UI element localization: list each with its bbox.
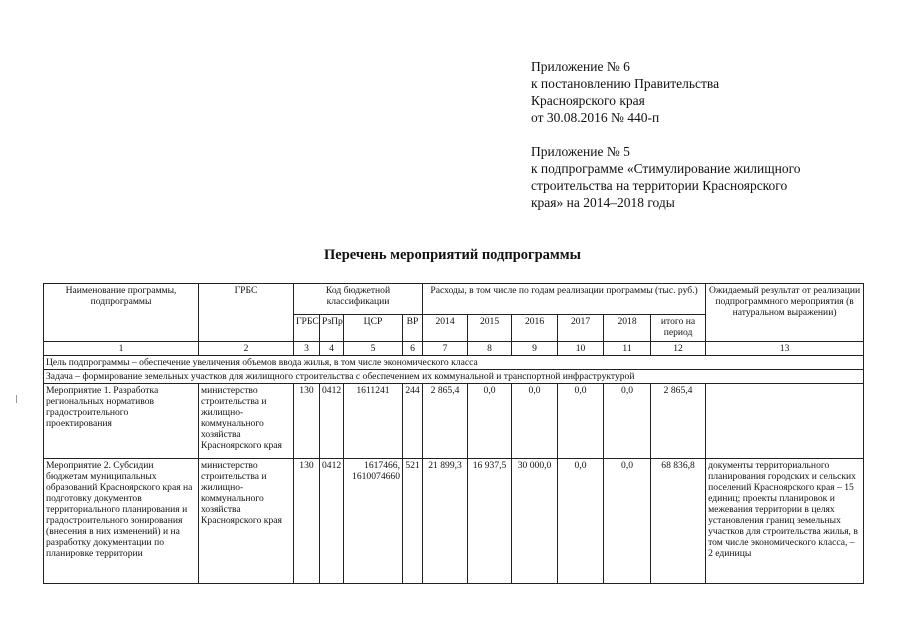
col-num-11: 11 [604, 342, 651, 356]
col-num-7: 7 [423, 342, 468, 356]
appendix-5-line-2: к подпрограмме «Стимулирование жилищного [531, 161, 801, 176]
row-2-grbs-code: 130 [294, 459, 320, 584]
header-vr: ВР [403, 315, 423, 342]
header-total: итого на период [651, 315, 706, 342]
row-2-2014: 21 899,3 [423, 459, 468, 584]
col-num-9: 9 [512, 342, 558, 356]
col-num-1: 1 [44, 342, 199, 356]
goal-row [44, 356, 864, 370]
appendix-6-line-3: Красноярского края [531, 93, 645, 108]
header-result: Ожидаемый результат от реализации подпрограммного мероприятия (в натуральном выражении) [706, 284, 864, 342]
table-row [44, 459, 864, 584]
header-rzpr: РзПр [320, 315, 344, 342]
col-num-8: 8 [468, 342, 512, 356]
column-number-row [44, 342, 864, 356]
col-num-6: 6 [403, 342, 423, 356]
col-num-4: 4 [320, 342, 344, 356]
row-2-csr: 1617466, 1610074660 [344, 459, 403, 584]
row-1-result [706, 384, 864, 459]
header-csr: ЦСР [344, 315, 403, 342]
row-1-vr: 244 [403, 384, 423, 459]
row-1-2014: 2 865,4 [423, 384, 468, 459]
row-1-total: 2 865,4 [651, 384, 706, 459]
appendix-5-line-3: строительства на территории Красноярского [531, 178, 788, 193]
col-num-3: 3 [294, 342, 320, 356]
table-row [44, 384, 864, 459]
appendix-5-block [531, 143, 801, 211]
appendix-5-line-4: края» на 2014–2018 годы [531, 195, 675, 210]
appendix-6-line-1: Приложение № 6 [531, 59, 630, 74]
row-2-2016: 30 000,0 [512, 459, 558, 584]
row-1-rzpr: 0412 [320, 384, 344, 459]
col-num-10: 10 [558, 342, 604, 356]
header-name: Наименование программы, подпрограммы [44, 284, 199, 342]
row-2-result: документы территориального планирования городских и сельских поселений Красноярского края – 15 единиц; проекты планировок и межевания территории в целях установления границ земельных участков для строительства жилья, в том числе экономического класса, – 2 единицы [706, 459, 864, 584]
row-2-2018: 0,0 [604, 459, 651, 584]
margin-mark [16, 395, 17, 403]
appendix-5-line-1: Приложение № 5 [531, 144, 630, 159]
row-2-2017: 0,0 [558, 459, 604, 584]
header-expenses: Расходы, в том числе по годам реализации программы (тыс. руб.) [423, 284, 706, 315]
row-2-name: Мероприятие 2. Субсидии бюджетам муниципальных образований Красноярского края на подготовку документов территориального планирования и градостроительного зонирования (внесения в них изменений) и на разработку документации по планировке территории [44, 459, 199, 584]
goal-text: Цель подпрограммы – обеспечение увеличения объемов ввода жилья, в том числе экономического класса [44, 356, 864, 370]
header-2018: 2018 [604, 315, 651, 342]
row-2-grbs: министерство строительства и жилищно-коммунального хозяйства Красноярского края [199, 459, 294, 584]
row-2-rzpr: 0412 [320, 459, 344, 584]
header-2017: 2017 [558, 315, 604, 342]
header-2016: 2016 [512, 315, 558, 342]
appendix-6-block [531, 58, 719, 126]
row-2-total: 68 836,8 [651, 459, 706, 584]
row-1-grbs: министерство строительства и жилищно-коммунального хозяйства Красноярского края [199, 384, 294, 459]
appendix-6-line-2: к постановлению Правительства [531, 76, 720, 91]
task-text: Задача – формирование земельных участков для жилищного строительства с обеспечением их коммунальной и транспортной инфраструктурой [44, 370, 864, 384]
appendix-6-line-4: от 30.08.2016 № 440-п [531, 110, 660, 125]
task-row [44, 370, 864, 384]
measures-table [43, 283, 864, 584]
row-1-2018: 0,0 [604, 384, 651, 459]
row-1-2016: 0,0 [512, 384, 558, 459]
col-num-13: 13 [706, 342, 864, 356]
row-2-2015: 16 937,5 [468, 459, 512, 584]
header-grbs: ГРБС [199, 284, 294, 342]
row-1-2017: 0,0 [558, 384, 604, 459]
row-2-vr: 521 [403, 459, 423, 584]
row-1-name: Мероприятие 1. Разработка региональных нормативов градостроительного проектирования [44, 384, 199, 459]
header-budget-code: Код бюджетной классификации [294, 284, 423, 315]
col-num-12: 12 [651, 342, 706, 356]
header-grbs-code: ГРБС [294, 315, 320, 342]
row-1-2015: 0,0 [468, 384, 512, 459]
col-num-2: 2 [199, 342, 294, 356]
row-1-grbs-code: 130 [294, 384, 320, 459]
header-2014: 2014 [423, 315, 468, 342]
row-1-csr: 1611241 [344, 384, 403, 459]
header-row-1 [44, 284, 864, 315]
header-2015: 2015 [468, 315, 512, 342]
col-num-5: 5 [344, 342, 403, 356]
document-title: Перечень мероприятий подпрограммы [324, 247, 581, 263]
